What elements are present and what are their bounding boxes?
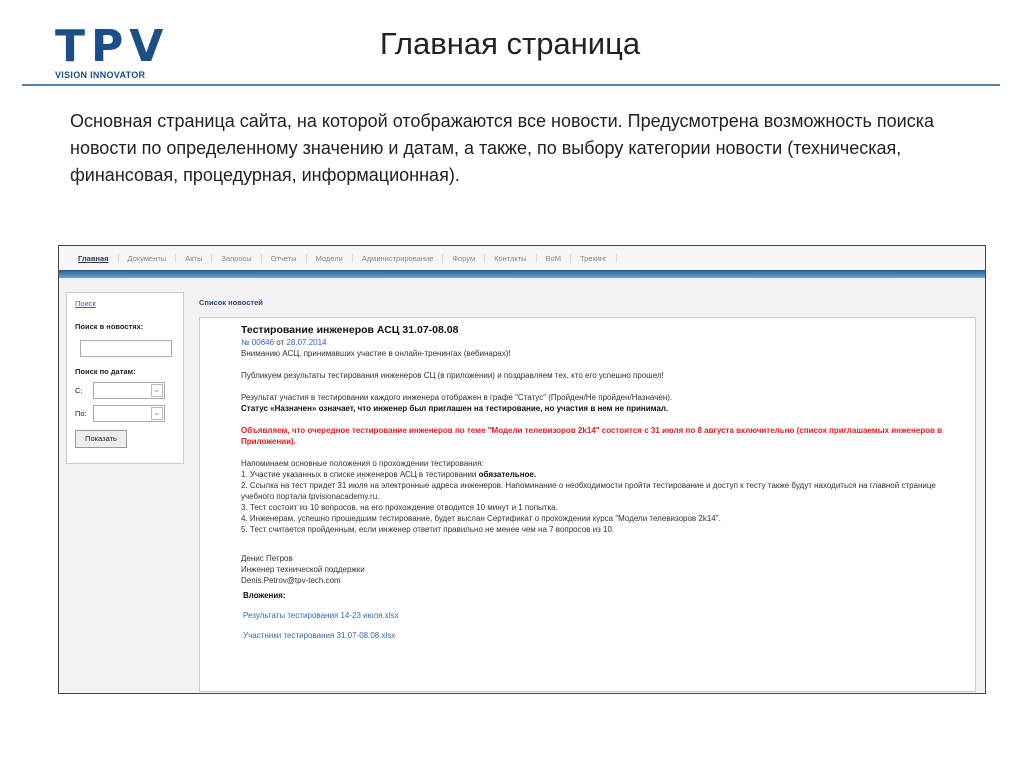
date-label: Поиск по датам: [75,367,136,376]
attachment-link[interactable]: Участники тестирования 31.07-08.08.xlsx [243,631,396,640]
nav-forum[interactable]: Форум [443,254,485,263]
date-to-select[interactable] [93,405,165,422]
nav-reports[interactable]: Отчеты [262,254,307,263]
nav-tracking[interactable]: Трекинг [571,254,617,263]
news-number[interactable]: № 00646 [241,338,275,347]
rule-4: 4. Инженерам, успешно прошедшим тестирование, будет выслан Сертификат о прохождении курса "Модели телевизоров 2k14". [241,514,721,523]
nav-home[interactable]: Главная [69,254,119,263]
news-date[interactable]: 28.07.2014 [286,338,327,347]
header-bar [59,270,985,278]
nav-bom[interactable]: BoM [537,254,571,263]
nav-requests[interactable]: Запросы [212,254,261,263]
search-label: Поиск в новостях: [75,322,144,331]
nav-models[interactable]: Модели [307,254,353,263]
search-input[interactable] [80,340,172,357]
nav-bar [59,246,985,270]
sig-role: Инженер технической поддержки [241,565,365,574]
attachments-label: Вложения: [243,591,286,600]
from-word: от [276,338,285,347]
attachments [243,590,975,641]
news-p3: Результат участия в тестировании каждого инженера отображен в графе "Статус" (Пройден/Не пройден/Назначен). [241,393,673,402]
from-label: С: [75,386,83,395]
site-screenshot [58,245,986,694]
rules-head: Напоминаем основные положения о прохождении тестирования: [241,459,484,468]
nav-contacts[interactable]: Контакты [485,254,536,263]
rule-1-bold: обязательное. [478,470,537,479]
show-button[interactable]: Показать [75,430,127,448]
logo-main: TPV [55,21,170,72]
news-list-title: Список новостей [199,298,263,307]
news-p3b: Статус «Назначен» означает, что инженер был приглашен на тестирование, но участия в нем не принимал. [241,404,669,413]
news-meta [241,337,975,348]
chevron-down-icon: ⌄ [151,407,163,420]
slide-description: Основная страница сайта, на которой отображаются все новости. Предусмотрена возможность поиска новости по определенному значению и датам, а также, по выбору категории новости (техническая, финансовая, процедурная, информационная). [70,111,935,185]
sig-email: Denis.Petrov@tpv-tech.com [241,576,341,585]
slide-title: Главная страница [379,26,641,61]
tpv-logo [55,21,170,80]
nav-admin[interactable]: Администрирование [353,254,444,263]
search-panel [66,292,184,464]
date-from-select[interactable] [93,382,165,399]
news-title[interactable]: Тестирование инженеров АСЦ 31.07-08.08 [241,324,459,336]
nav-acts[interactable]: Акты [176,254,212,263]
rule-3: 3. Тест состоит из 10 вопросов, на его прохождение отводится 10 минут и 1 попытка. [241,503,558,512]
divider [22,84,1000,86]
sig-name: Денис Петров [241,554,293,563]
search-link[interactable]: Поиск [75,299,96,308]
news-item [199,317,976,692]
to-label: По: [75,409,87,418]
rule-2: 2. Ссылка на тест придет 31 июля на электронные адреса инженеров. Напоминание о необходимости пройти тестирование и доступ к тесту также будут находиться на главной странице учебного портала tpvisionacademy.ru. [241,481,936,501]
news-p2: Публикуем результаты тестирования инженеров СЦ (в приложении) и поздравляем тех, кто его успешно прошел! [241,371,664,380]
news-announcement: Объявляем, что очередное тестирование инженеров по теме "Модели телевизоров 2k14" состоится с 31 июля по 8 августа включительно (список приглашаемых инженеров в Приложении). [241,426,943,446]
attachment-link[interactable]: Результаты тестирования 14-23 июля.xlsx [243,611,399,620]
rule-5: 5. Тест считается пройденным, если инженер ответит правильно не менее чем на 7 вопросов из 10. [241,525,615,534]
news-p1: Вниманию АСЦ, принимавших участие в онлайн-тренингах (вебинарах)! [241,349,511,358]
rule-1: 1. Участие указанных в списке инженеров АСЦ в тестировании [241,470,479,479]
logo-sub: VISION INNOVATOR [55,70,146,80]
nav-documents[interactable]: Документы [119,254,177,263]
chevron-down-icon: ⌄ [151,384,163,397]
